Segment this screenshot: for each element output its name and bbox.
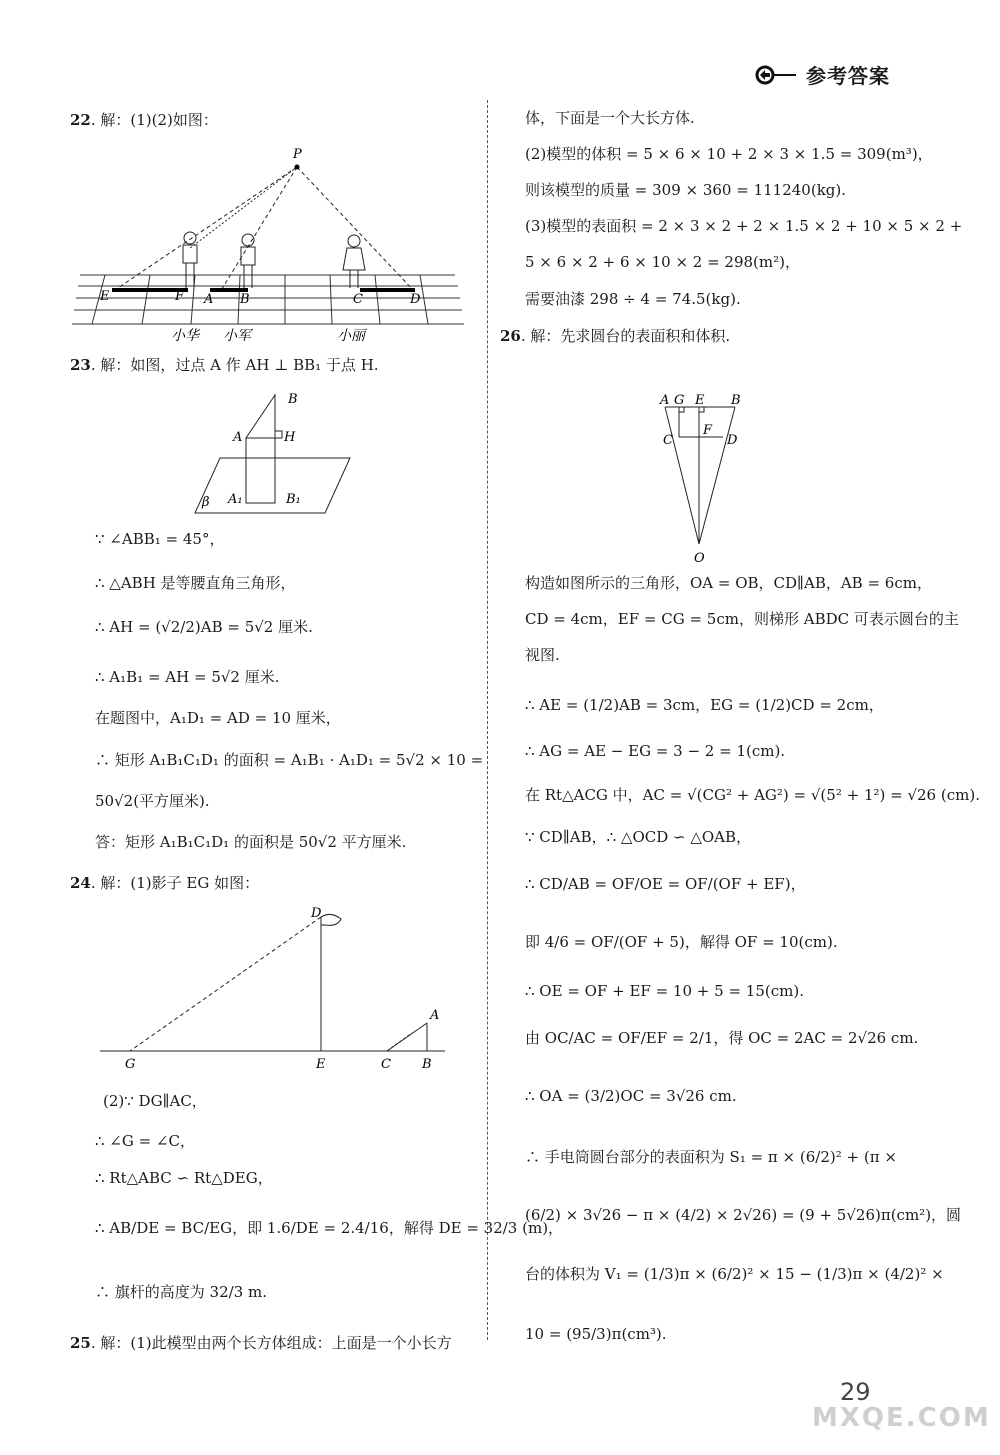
svg-text:C: C xyxy=(381,1057,391,1072)
q24-line-5: ∴ 旗杆的高度为 32/3 m. xyxy=(95,1283,267,1301)
svg-text:D: D xyxy=(727,433,738,448)
label-D: D xyxy=(410,292,421,307)
svg-text:B₁: B₁ xyxy=(286,492,301,507)
svg-text:A₁: A₁ xyxy=(228,492,243,507)
svg-text:A: A xyxy=(430,1008,440,1023)
figure-26-frustum xyxy=(655,392,755,567)
q25-line-1: 体，下面是一个大长方体. xyxy=(525,109,695,127)
svg-text:F: F xyxy=(703,423,713,438)
svg-text:O: O xyxy=(694,551,705,566)
q23-line-3: ∴ AH = (√2/2)AB = 5√2 厘米. xyxy=(95,618,313,636)
column-divider xyxy=(487,100,488,1340)
label-C: C xyxy=(353,292,363,307)
q26-line-8: ∴ CD/AB = OF/OE = OF/(OF + EF)， xyxy=(525,875,806,893)
label-xiaohua: 小华 xyxy=(171,328,199,344)
q25-line-2: (2)模型的体积 = 5 × 6 × 10 + 2 × 3 × 1.5 = 309(m³)， xyxy=(525,145,933,163)
svg-text:G: G xyxy=(125,1057,136,1072)
svg-text:A: A xyxy=(660,393,670,408)
q26-line-15: 台的体积为 V₁ = (1/3)π × (6/2)² × 15 − (1/3)π × (4/2)² × xyxy=(525,1265,944,1283)
q26-line-14: (6/2) × 3√26 − π × (4/2) × 2√26) = (9 + 5√26)π(cm²)，圆 xyxy=(525,1206,962,1224)
q23-line-1: ∵ ∠ABB₁ = 45°， xyxy=(95,530,225,548)
q26-line-4: ∴ AE = (1/2)AB = 3cm，EG = (1/2)CD = 2cm， xyxy=(525,696,884,714)
svg-text:B: B xyxy=(288,392,298,407)
q26-line-12: ∴ OA = (3/2)OC = 3√26 cm. xyxy=(525,1087,737,1105)
figure-24-flagpole xyxy=(95,903,455,1073)
svg-text:E: E xyxy=(695,393,705,408)
svg-text:C: C xyxy=(663,433,673,448)
q26-line-11: 由 OC/AC = OF/EF = 2/1，得 OC = 2AC = 2√26 cm. xyxy=(525,1029,919,1047)
q23-line-8: 答：矩形 A₁B₁C₁D₁ 的面积是 50√2 平方厘米. xyxy=(95,833,407,851)
header-title: 参考答案 xyxy=(806,64,890,88)
q26-line-1: 构造如图所示的三角形，OA = OB，CD∥AB，AB = 6cm， xyxy=(525,574,932,592)
q26-line-10: ∴ OE = OF + EF = 10 + 5 = 15(cm). xyxy=(525,982,804,1000)
person-xiaoli-icon xyxy=(343,235,365,288)
q26-line-6: 在 Rt△ACG 中，AC = √(CG² + AG²) = √(5² + 1²) = √26 (cm). xyxy=(525,786,980,804)
q24-line-1: (2)∵ DG∥AC， xyxy=(103,1092,207,1110)
q25-line-3: 则该模型的质量 = 309 × 360 = 111240(kg). xyxy=(525,181,846,199)
page-header xyxy=(754,60,890,89)
figure-22-shadow-grid xyxy=(70,140,470,345)
svg-text:β: β xyxy=(202,495,210,510)
label-A: A xyxy=(204,292,214,307)
q24-line-2: ∴ ∠G = ∠C， xyxy=(95,1132,196,1150)
q24-line-3: ∴ Rt△ABC ∽ Rt△DEG， xyxy=(95,1169,273,1187)
q24-heading: 24. 解：(1)影子 EG 如图： xyxy=(70,874,260,892)
label-xiaoli: 小丽 xyxy=(337,328,365,344)
q23-line-5: 在题图中，A₁D₁ = AD = 10 厘米， xyxy=(95,709,341,727)
q25-line-4: (3)模型的表面积 = 2 × 3 × 2 + 2 × 1.5 × 2 + 10 × 5 × 2 + xyxy=(525,217,963,235)
label-B: B xyxy=(240,292,250,307)
q26-line-13: ∴ 手电筒圆台部分的表面积为 S₁ = π × (6/2)² + (π × xyxy=(525,1148,897,1166)
q25-line-6: 需要油漆 298 ÷ 4 = 74.5(kg). xyxy=(525,290,741,308)
watermark: MXQE.COM xyxy=(812,1403,991,1433)
book-logo-icon xyxy=(754,64,798,86)
q23-line-4: ∴ A₁B₁ = AH = 5√2 厘米. xyxy=(95,668,280,686)
svg-text:B: B xyxy=(422,1057,432,1072)
q22-heading: 22. 解：(1)(2)如图： xyxy=(70,111,218,129)
svg-text:E: E xyxy=(316,1057,326,1072)
svg-text:B: B xyxy=(731,393,741,408)
q26-line-7: ∵ CD∥AB，∴ △OCD ∽ △OAB， xyxy=(525,828,752,846)
label-xiaojun: 小军 xyxy=(223,328,251,344)
q26-line-5: ∴ AG = AE − EG = 3 − 2 = 1(cm). xyxy=(525,742,786,760)
person-xiaojun-icon xyxy=(241,234,255,288)
q26-line-16: 10 = (95/3)π(cm³). xyxy=(525,1325,667,1343)
label-E: E xyxy=(100,289,110,304)
q26-line-9: 即 4/6 = OF/(OF + 5)，解得 OF = 10(cm). xyxy=(525,933,838,951)
q25-line-5: 5 × 6 × 2 + 6 × 10 × 2 = 298(m²)， xyxy=(525,253,801,271)
figure-23-plane xyxy=(190,385,370,520)
q26-heading: 26. 解：先求圆台的表面积和体积. xyxy=(500,327,731,345)
q26-line-2: CD = 4cm，EF = CG = 5cm，则梯形 ABDC 可表示圆台的主 xyxy=(525,610,959,628)
q23-heading: 23. 解：如图，过点 A 作 AH ⊥ BB₁ 于点 H. xyxy=(70,356,379,374)
page-number: 29 xyxy=(840,1378,871,1406)
svg-text:G: G xyxy=(674,393,685,408)
q25-heading: 25. 解：(1)此模型由两个长方体组成：上面是一个小长方 xyxy=(70,1334,452,1352)
svg-text:H: H xyxy=(284,430,296,445)
q26-line-3: 视图. xyxy=(525,646,560,664)
q24-line-4: ∴ AB/DE = BC/EG，即 1.6/DE = 2.4/16，解得 DE = 32/3 (m)， xyxy=(95,1219,564,1237)
q23-line-6: ∴ 矩形 A₁B₁C₁D₁ 的面积 = A₁B₁ · A₁D₁ = 5√2 × 10 = xyxy=(95,751,484,769)
svg-text:A: A xyxy=(233,430,243,445)
label-P: P xyxy=(293,147,302,162)
q23-line-7: 50√2(平方厘米). xyxy=(95,792,210,810)
label-F: F xyxy=(175,289,185,304)
svg-text:D: D xyxy=(311,906,322,921)
q23-line-2: ∴ △ABH 是等腰直角三角形， xyxy=(95,574,296,592)
